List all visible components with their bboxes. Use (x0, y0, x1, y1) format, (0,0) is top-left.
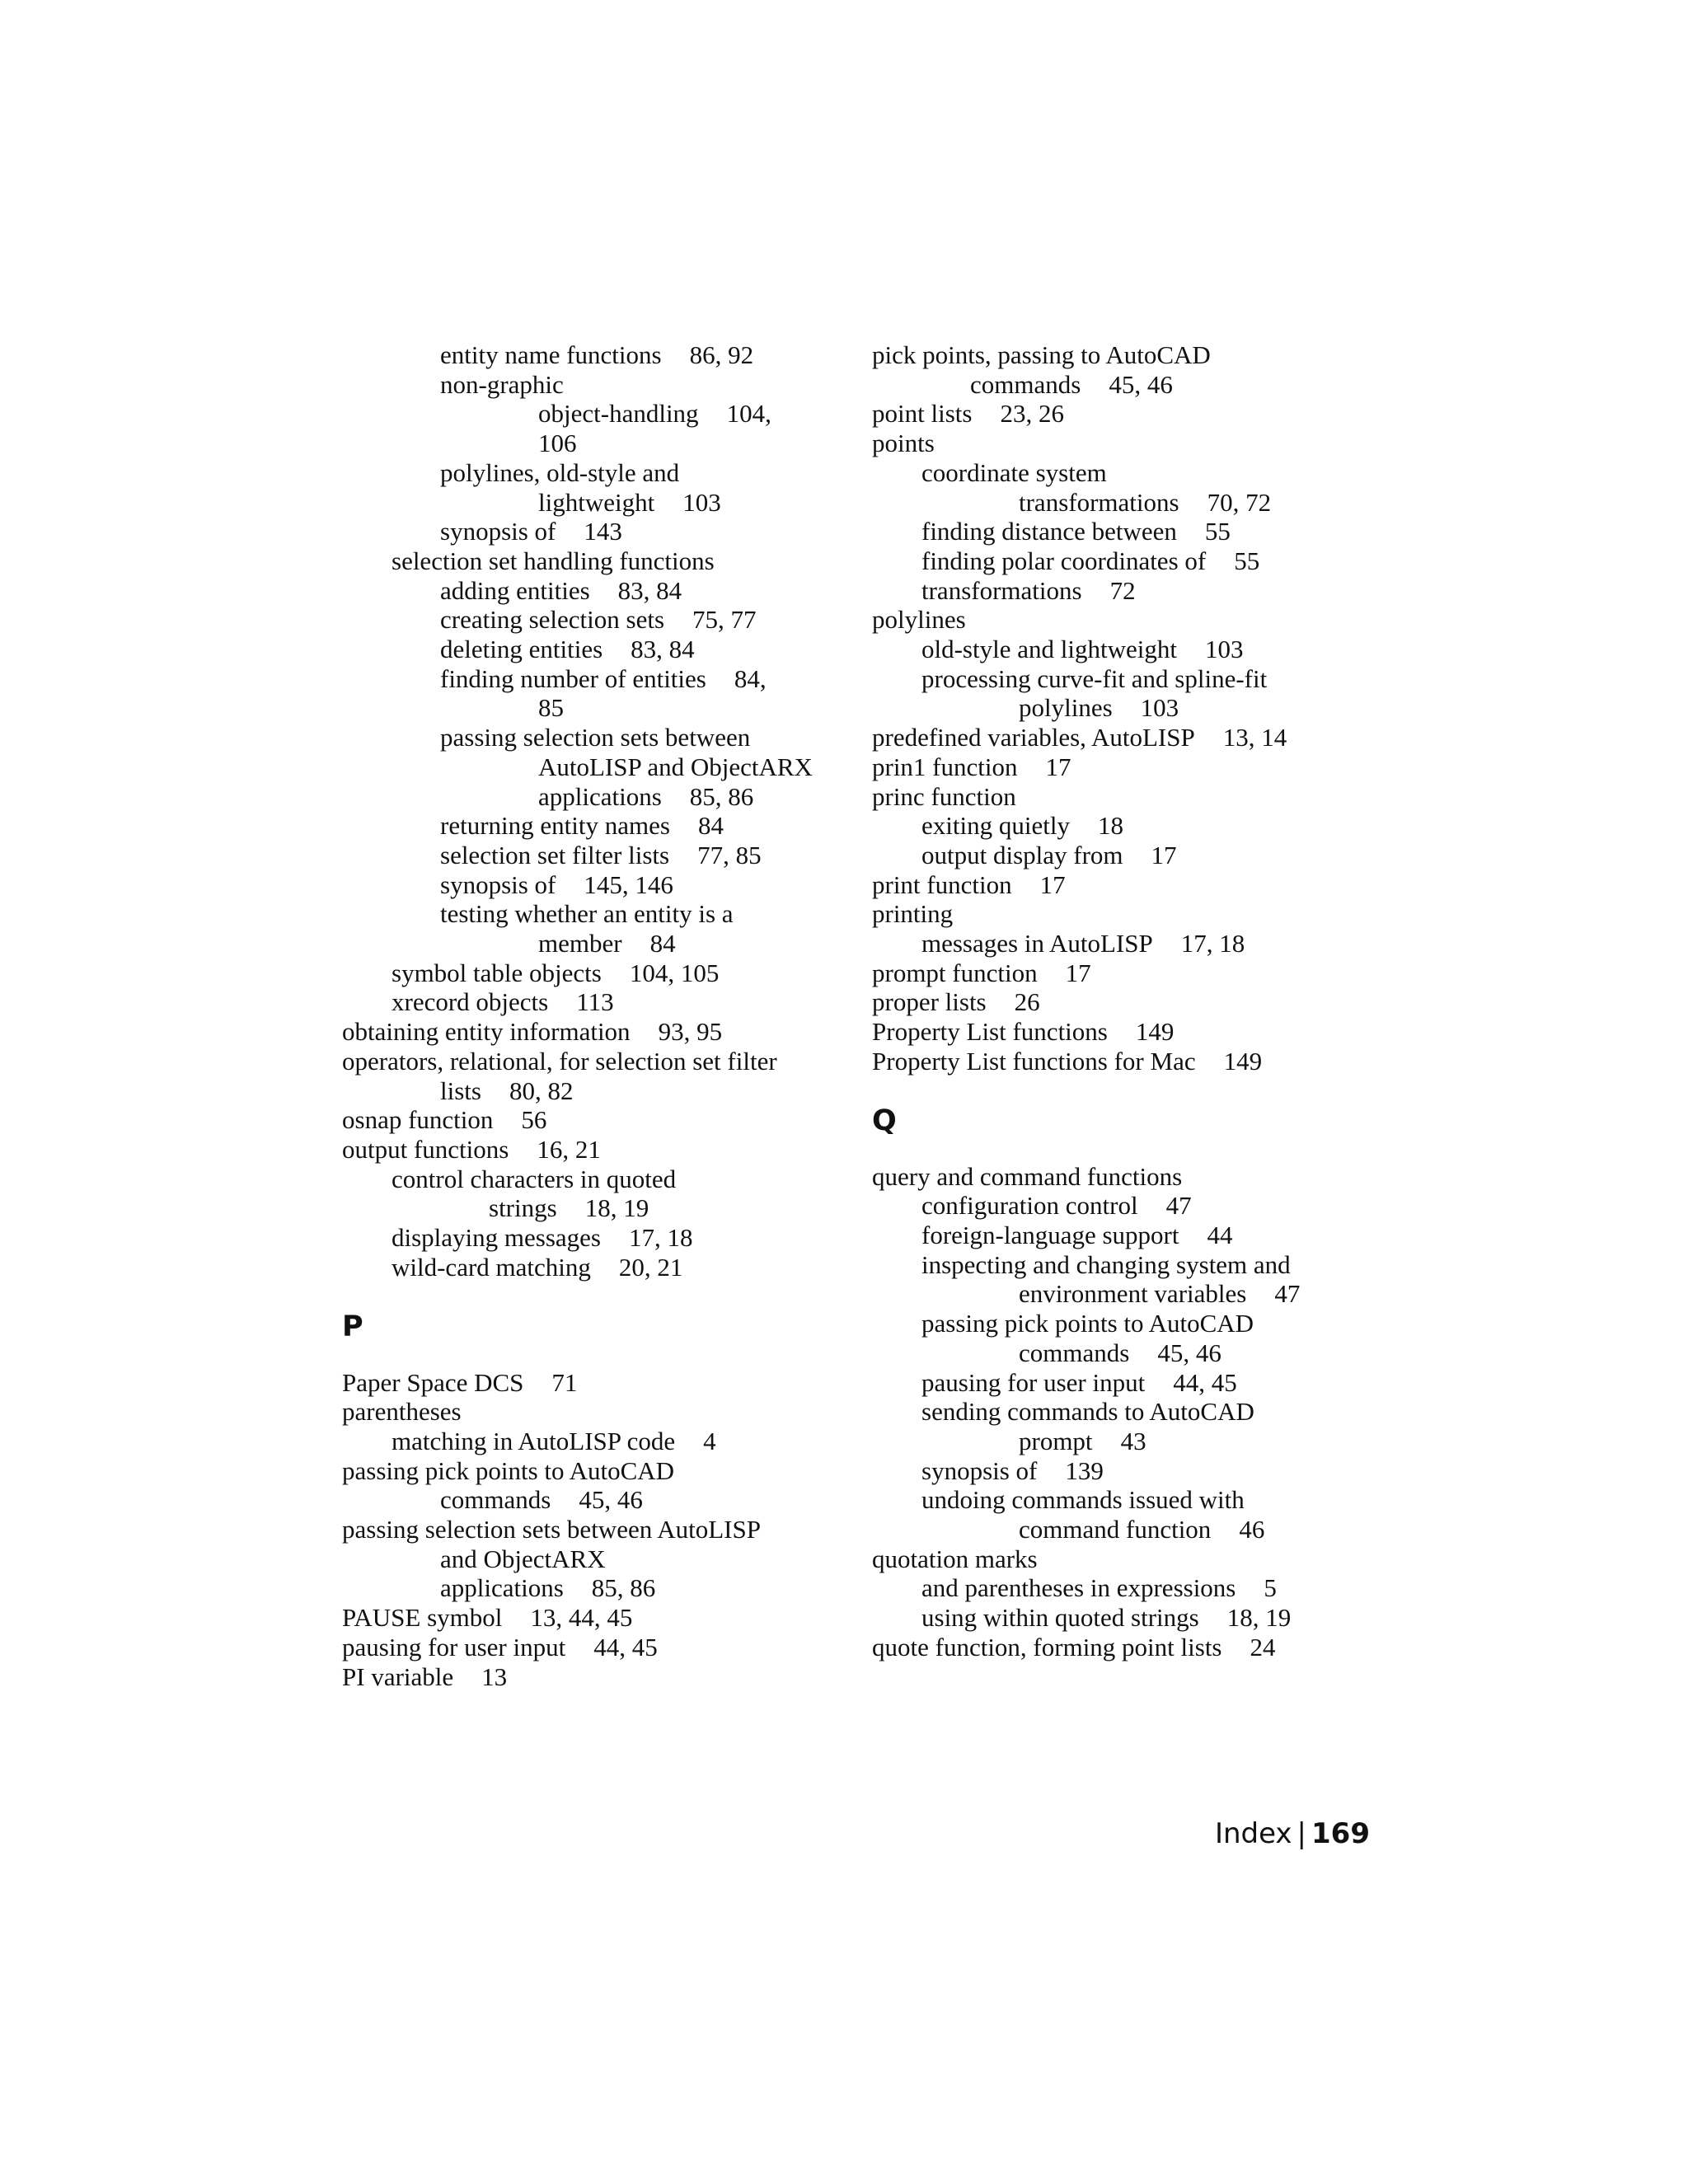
index-page-refs: 104, 105 (629, 958, 720, 987)
index-term: member (538, 929, 622, 958)
index-entry (342, 1456, 845, 1486)
index-term: entity name functions (440, 340, 662, 369)
index-page-refs: 83, 84 (631, 635, 695, 664)
index-term: deleting entities (440, 635, 603, 664)
index-entry (872, 841, 1375, 870)
index-entry (342, 841, 845, 870)
index-entry (342, 1076, 845, 1106)
index-entry (872, 811, 1375, 841)
index-term: AutoLISP and ObjectARX (538, 752, 813, 781)
index-term: pausing for user input (921, 1367, 1146, 1397)
index-term: proper lists (872, 987, 987, 1017)
index-page-refs: 17 (1039, 869, 1066, 899)
index-page-refs: 43 (1120, 1426, 1146, 1455)
index-entry (872, 1485, 1375, 1515)
index-term: synopsis of (921, 1455, 1038, 1485)
index-entry (872, 723, 1375, 752)
index-entry (342, 1368, 845, 1398)
index-page-refs: 149 (1135, 1017, 1175, 1047)
index-entry (872, 1191, 1375, 1221)
index-term: operators, relational, for selection set filter (342, 1046, 777, 1076)
index-entry (872, 546, 1375, 576)
index-page-refs: 44, 45 (593, 1632, 658, 1661)
index-term: displaying messages (392, 1223, 601, 1253)
index-term: applications (538, 781, 662, 811)
index-entry (342, 1633, 845, 1662)
index-entry (342, 752, 845, 782)
index-page-refs: 26 (1014, 987, 1040, 1017)
index-term: Property List functions for Mac (872, 1046, 1196, 1076)
index-entry (342, 1544, 845, 1574)
index-entry (872, 399, 1375, 429)
index-entry (342, 458, 845, 488)
index-page-refs: 113 (576, 987, 614, 1017)
index-entry (872, 635, 1375, 664)
index-entry (342, 693, 845, 723)
index-term: commands (1019, 1338, 1130, 1367)
index-page-refs: 84 (649, 929, 676, 958)
index-page-refs: 46 (1239, 1515, 1265, 1544)
index-entry (872, 1309, 1375, 1338)
index-entry (342, 576, 845, 606)
index-term: output display from (921, 840, 1123, 869)
index-page-refs: 104, (726, 399, 771, 429)
index-term: old-style and lightweight (921, 635, 1177, 664)
page-footer (1215, 1817, 1370, 1850)
index-page-refs: 84, (734, 663, 767, 693)
index-term: sending commands to AutoCAD (921, 1397, 1254, 1427)
index-entry (872, 693, 1375, 723)
index-term: polylines, old-style and (440, 457, 680, 487)
index-entry (872, 1338, 1375, 1368)
index-page-refs: 149 (1223, 1046, 1263, 1076)
index-column-right (872, 340, 1375, 1662)
index-page-refs: 45, 46 (579, 1485, 643, 1515)
index-entry (872, 1368, 1375, 1398)
index-term: applications (440, 1573, 564, 1603)
index-entry (342, 987, 845, 1017)
index-term: synopsis of (440, 517, 556, 546)
index-entry (342, 1485, 845, 1515)
index-section-letter: P (342, 1310, 363, 1343)
index-entry (342, 370, 845, 400)
index-entry (342, 1603, 845, 1633)
index-term: synopsis of (440, 869, 556, 899)
index-term: prompt function (872, 958, 1038, 987)
index-term: exiting quietly (921, 811, 1070, 841)
index-term: messages in AutoLISP (921, 929, 1153, 958)
index-term: lists (440, 1076, 481, 1105)
index-term: print function (872, 869, 1012, 899)
index-entry (872, 1544, 1375, 1574)
index-entry (872, 1221, 1375, 1250)
index-term: Property List functions (872, 1017, 1108, 1047)
index-term: osnap function (342, 1105, 494, 1135)
index-term: 85 (538, 693, 564, 723)
index-term: passing selection sets between AutoLISP (342, 1515, 761, 1544)
index-page-refs: 55 (1204, 517, 1231, 546)
index-entry (342, 782, 845, 812)
index-term: inspecting and changing system and (921, 1249, 1291, 1279)
index-entry (872, 517, 1375, 546)
index-entry (872, 1603, 1375, 1633)
index-term: selection set filter lists (440, 840, 670, 869)
index-term: printing (872, 899, 954, 929)
footer-section-label: Index (1214, 1817, 1292, 1850)
index-term: foreign-language support (921, 1220, 1179, 1249)
index-entry (342, 958, 845, 988)
index-term: Paper Space DCS (342, 1367, 524, 1397)
index-entry (342, 1135, 845, 1165)
index-term: 106 (538, 429, 577, 458)
index-entry (872, 1397, 1375, 1427)
index-entry (342, 899, 845, 929)
index-page-refs: 93, 95 (658, 1017, 723, 1047)
index-term: commands (970, 369, 1081, 399)
index-term: output functions (342, 1134, 509, 1164)
index-page-refs: 143 (584, 517, 622, 546)
index-term: and ObjectARX (440, 1544, 606, 1573)
index-term: point lists (872, 399, 973, 429)
index-entry (342, 546, 845, 576)
index-entry (872, 1427, 1375, 1456)
index-entry (872, 1017, 1375, 1047)
index-entry (872, 1162, 1375, 1192)
index-entry (342, 1662, 845, 1692)
index-term: points (872, 429, 935, 458)
index-term: finding distance between (921, 517, 1177, 546)
index-page-refs: 45, 46 (1109, 369, 1173, 399)
index-term: adding entities (440, 575, 590, 605)
index-page-refs: 139 (1065, 1455, 1104, 1485)
index-section-letter: Q (872, 1104, 897, 1137)
index-term: quote function, forming point lists (872, 1632, 1222, 1661)
index-entry (342, 1397, 845, 1427)
index-term: xrecord objects (392, 987, 549, 1017)
index-entry (342, 664, 845, 694)
index-term: pick points, passing to AutoCAD (872, 340, 1211, 369)
index-page-refs: 56 (521, 1105, 547, 1135)
index-page-refs: 55 (1234, 546, 1260, 575)
index-entry (872, 782, 1375, 812)
index-term: non-graphic (440, 369, 564, 399)
index-page-refs: 13, 44, 45 (530, 1603, 633, 1633)
page-number: 169 (1311, 1817, 1370, 1850)
index-entry (342, 605, 845, 635)
index-term: polylines (872, 605, 966, 635)
index-term: finding polar coordinates of (921, 546, 1207, 575)
index-term: polylines (1019, 693, 1113, 723)
index-entry (872, 1456, 1375, 1486)
index-entry (872, 340, 1375, 370)
index-entry (872, 987, 1375, 1017)
index-term: creating selection sets (440, 605, 665, 635)
index-entry (342, 399, 845, 429)
index-entry (872, 458, 1375, 488)
index-term: prin1 function (872, 752, 1018, 781)
index-term: commands (440, 1485, 551, 1515)
index-page-refs: 13 (481, 1661, 508, 1691)
index-entry (342, 1047, 845, 1076)
index-term: wild-card matching (392, 1252, 591, 1282)
index-term: predefined variables, AutoLISP (872, 723, 1195, 752)
index-term: environment variables (1019, 1279, 1247, 1309)
index-page-refs: 72 (1109, 575, 1136, 605)
index-entry (342, 1573, 845, 1603)
index-entry (872, 752, 1375, 782)
index-page-refs: 83, 84 (617, 575, 682, 605)
index-entry (872, 429, 1375, 458)
index-page-refs: 45, 46 (1157, 1338, 1221, 1367)
index-term: strings (489, 1193, 557, 1223)
index-term: configuration control (921, 1191, 1138, 1221)
index-entry (872, 576, 1375, 606)
index-term: princ function (872, 781, 1016, 811)
index-entry (872, 370, 1375, 400)
index-page-refs: 13, 14 (1222, 723, 1287, 752)
index-page-refs: 24 (1250, 1632, 1276, 1661)
index-term: passing pick points to AutoCAD (921, 1309, 1254, 1338)
index-entry (872, 1279, 1375, 1309)
index-entry (872, 929, 1375, 958)
index-entry (342, 1017, 845, 1047)
index-entry (342, 870, 845, 900)
index-page-refs: 84 (697, 811, 724, 841)
index-page-refs: 16, 21 (537, 1134, 601, 1164)
index-entry (342, 1427, 845, 1456)
index-page-refs: 18, 19 (1226, 1603, 1292, 1633)
index-page-refs: 103 (682, 487, 721, 517)
index-entry (342, 723, 845, 752)
index-term: symbol table objects (392, 958, 602, 987)
index-page-refs: 18 (1097, 811, 1123, 841)
index-term: PAUSE symbol (342, 1603, 503, 1633)
index-entry (342, 1165, 845, 1194)
index-page-refs: 71 (551, 1367, 578, 1397)
index-term: prompt (1019, 1426, 1093, 1455)
index-entry (872, 1250, 1375, 1280)
index-entry (342, 1223, 845, 1253)
index-entry (342, 517, 845, 546)
index-page-refs: 17 (1045, 752, 1071, 781)
index-page-refs: 17 (1065, 958, 1091, 987)
index-page-refs: 44, 45 (1173, 1367, 1237, 1397)
index-page-refs: 17, 18 (1180, 929, 1245, 958)
index-entry (342, 340, 845, 370)
index-term: selection set handling functions (392, 546, 715, 575)
index-term: command function (1019, 1515, 1212, 1544)
index-term: and parentheses in expressions (921, 1573, 1236, 1603)
index-page-refs: 85, 86 (689, 781, 754, 811)
index-entry (342, 1193, 845, 1223)
index-entry (342, 1253, 845, 1282)
index-entry (342, 635, 845, 664)
index-page-refs: 77, 85 (697, 840, 762, 869)
index-page-refs: 47 (1165, 1191, 1192, 1221)
index-entry (872, 664, 1375, 694)
footer-separator: | (1296, 1817, 1307, 1850)
index-page-refs: 103 (1140, 693, 1179, 723)
index-page-refs: 80, 82 (509, 1076, 574, 1105)
index-term: testing whether an entity is a (440, 899, 734, 929)
index-term: passing selection sets between (440, 723, 751, 752)
index-term: transformations (1019, 487, 1179, 517)
index-term: transformations (921, 575, 1082, 605)
index-page-refs: 23, 26 (1000, 399, 1064, 429)
index-term: pausing for user input (342, 1632, 566, 1661)
index-entry (342, 929, 845, 958)
index-entry (342, 488, 845, 518)
index-column-left (342, 340, 845, 1691)
index-term: parentheses (342, 1397, 462, 1427)
index-entry (872, 1047, 1375, 1076)
index-page-refs: 18, 19 (584, 1193, 649, 1223)
index-term: finding number of entities (440, 663, 706, 693)
index-term: coordinate system (921, 457, 1107, 487)
index-entry (872, 1515, 1375, 1544)
index-entry (872, 899, 1375, 929)
index-entry (872, 605, 1375, 635)
index-term: PI variable (342, 1661, 454, 1691)
index-term: obtaining entity information (342, 1017, 631, 1047)
index-term: using within quoted strings (921, 1603, 1199, 1633)
index-term: matching in AutoLISP code (392, 1426, 676, 1455)
index-entry (342, 811, 845, 841)
index-term: quotation marks (872, 1544, 1038, 1573)
index-entry (342, 1105, 845, 1135)
index-term: object-handling (538, 399, 699, 429)
index-page-refs: 17 (1151, 840, 1177, 869)
index-term: lightweight (538, 487, 655, 517)
index-page-refs: 17, 18 (629, 1223, 693, 1253)
index-page-refs: 4 (703, 1426, 716, 1455)
index-page-refs: 145, 146 (584, 869, 673, 899)
index-page-refs: 44 (1207, 1220, 1233, 1249)
index-page-refs: 75, 77 (692, 605, 757, 635)
index-term: passing pick points to AutoCAD (342, 1455, 675, 1485)
index-term: query and command functions (872, 1161, 1183, 1191)
index-entry (872, 870, 1375, 900)
index-page-refs: 103 (1204, 635, 1244, 664)
index-term: control characters in quoted (392, 1164, 677, 1193)
index-page-refs: 86, 92 (689, 340, 754, 369)
index-page-refs: 70, 72 (1207, 487, 1272, 517)
index-entry (342, 1515, 845, 1544)
index-term: returning entity names (440, 811, 670, 841)
index-page-refs: 85, 86 (591, 1573, 656, 1603)
index-page-refs: 47 (1274, 1279, 1301, 1309)
index-entry (872, 488, 1375, 518)
index-page-refs: 5 (1264, 1573, 1277, 1603)
index-entry (872, 958, 1375, 988)
index-entry (872, 1633, 1375, 1662)
index-page-refs: 20, 21 (618, 1252, 683, 1282)
index-entry (872, 1573, 1375, 1603)
index-term: undoing commands issued with (921, 1485, 1245, 1515)
index-entry (342, 429, 845, 458)
index-term: processing curve-fit and spline-fit (921, 663, 1268, 693)
